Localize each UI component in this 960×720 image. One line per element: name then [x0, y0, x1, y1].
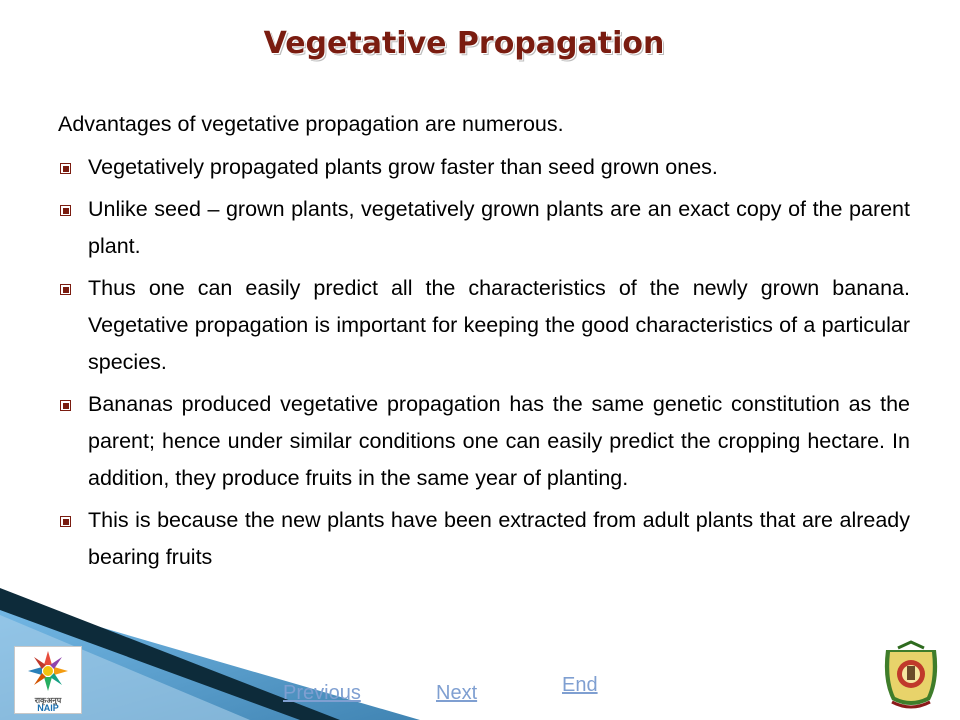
bullet-item: [58, 386, 910, 497]
bullet-text: Vegetatively propagated plants grow faster than seed grown ones.: [88, 155, 718, 179]
square-bullet-icon: [60, 516, 71, 527]
naip-logo: [14, 646, 82, 714]
naip-script-label: राकृअनुप: [34, 696, 62, 705]
square-bullet-icon: [60, 163, 71, 174]
naip-label: NAIP: [37, 703, 59, 713]
bullet-item: [58, 270, 910, 381]
square-bullet-icon: [60, 284, 71, 295]
end-link[interactable]: End: [562, 674, 598, 696]
next-link[interactable]: Next: [436, 682, 478, 704]
square-bullet-icon: [60, 205, 71, 216]
decorative-wedge: [0, 570, 960, 720]
slide-title: Vegetative Propagation: [263, 26, 665, 61]
bullet-item: [58, 502, 910, 576]
university-emblem-icon: [878, 640, 944, 710]
intro-text: Advantages of vegetative propagation are numerous.: [58, 112, 564, 136]
bullet-text: Unlike seed – grown plants, vegetatively grown plants are an exact copy of the parent plant.: [88, 197, 910, 258]
bullet-item: [58, 191, 910, 265]
bullet-item: [58, 149, 910, 186]
bullet-text: Bananas produced vegetative propagation has the same genetic constitution as the parent; hence under similar conditions one can easily predict the cropping hectare. In addition, they produce fruits in the same year of planting.: [88, 392, 910, 490]
square-bullet-icon: [60, 400, 71, 411]
slide-body: [58, 106, 910, 581]
bullet-text: This is because the new plants have been extracted from adult plants that are already bearing fruits: [88, 508, 910, 569]
naip-emblem-icon: [15, 647, 81, 697]
previous-link[interactable]: Previous: [283, 682, 361, 704]
bullet-text: Thus one can easily predict all the characteristics of the newly grown banana. Vegetative propagation is important for keeping the good characteristics of a particular species.: [88, 276, 910, 374]
